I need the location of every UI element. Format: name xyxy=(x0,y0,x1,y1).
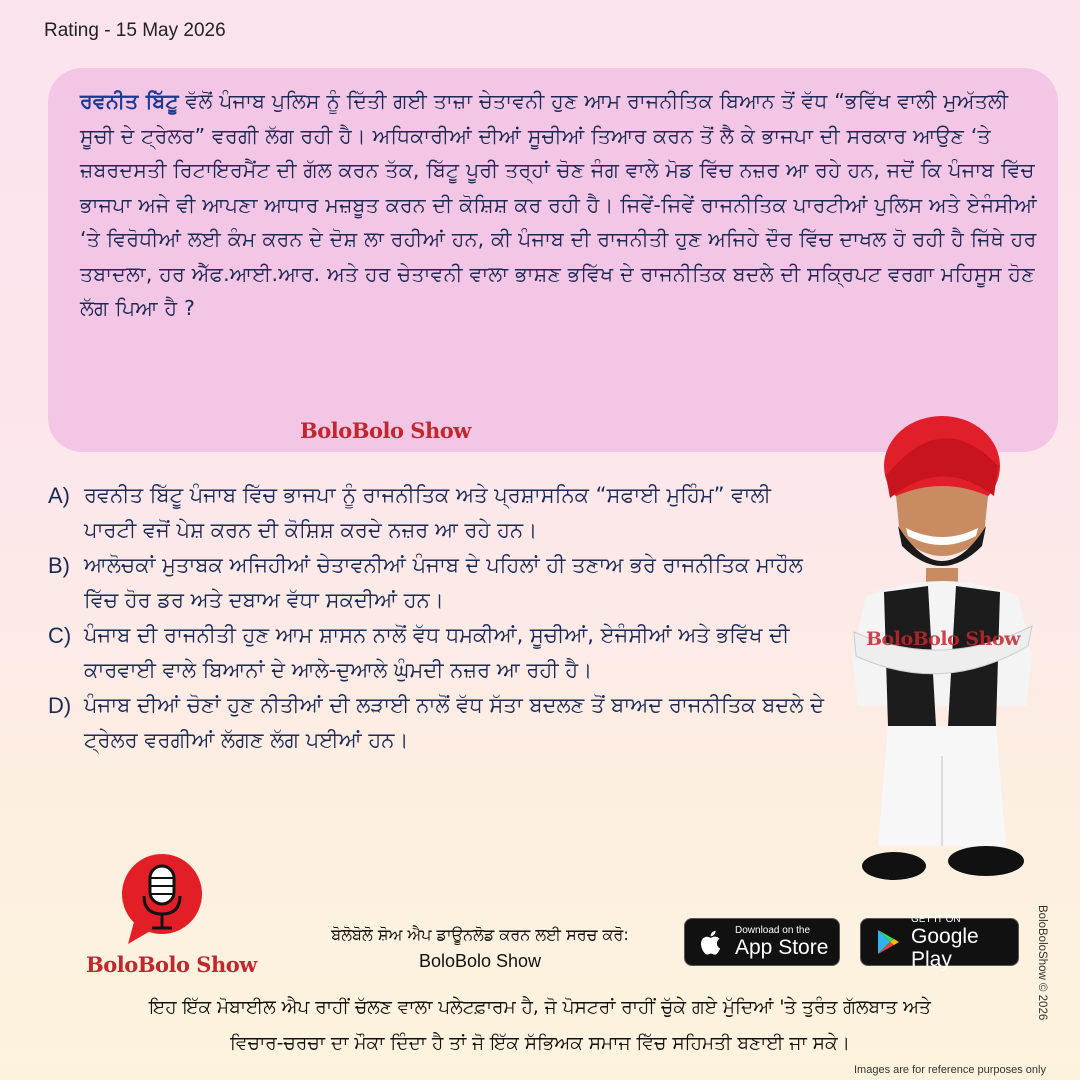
copyright-text: BoloBoloShow © 2026 xyxy=(1036,905,1048,1021)
google-play-small-text: GET IT ON xyxy=(911,913,961,925)
option-key: B) xyxy=(48,553,70,578)
apple-icon xyxy=(697,927,727,957)
option-key: D) xyxy=(48,693,72,718)
option-c[interactable] xyxy=(48,618,828,688)
option-key: A) xyxy=(48,483,70,508)
brand-watermark-person: BoloBolo Show xyxy=(866,628,1020,650)
google-play-label: Google Play xyxy=(911,924,979,971)
download-hint-text: ਬੋਲੋਬੋਲੋ ਸ਼ੋਅ ਐਪ ਡਾਊਨਲੋਡ ਕਰਨ ਲਈ ਸਰਚ ਕਰੋ: xyxy=(331,925,629,944)
option-b[interactable] xyxy=(48,548,828,618)
question-body: ਵੱਲੋਂ ਪੰਜਾਬ ਪੁਲਿਸ ਨੂੰ ਦਿੱਤੀ ਗਈ ਤਾਜ਼ਾ ਚੇਤਾਵਨੀ ਹੁਣ ਆਮ ਰਾਜਨੀਤਿਕ ਬਿਆਨ ਤੋਂ ਵੱਧ “ਭਵਿੱਖ ਵਾਲੀ ਮੁਅੱਤਲੀ ਸੂਚੀ ਦੇ ਟ੍ਰੇਲਰ” ਵਰਗੀ ਲੱਗ ਰਹੀ ਹੈ। ਅਧਿਕਾਰੀਆਂ ਦੀਆਂ ਸੂਚੀਆਂ ਤਿਆਰ ਕਰਨ ਤੋਂ ਲੈ ਕੇ ਭਾਜਪਾ ਦੀ ਸਰਕਾਰ ਆਉਣ ‘ਤੇ ਜ਼ਬਰਦਸਤੀ ਰਿਟਾਇਰਮੈਂਟ ਦੀ ਗੱਲ ਕਰਨ ਤੱਕ, ਬਿੱਟੂ ਪੂਰੀ ਤਰ੍ਹਾਂ ਚੋਣ ਜੰਗ ਵਾਲੇ ਮੋਡ ਵਿੱਚ ਨਜ਼ਰ ਆ ਰਹੇ ਹਨ, ਜਦੋਂ ਕਿ ਪੰਜਾਬ ਵਿੱਚ ਭਾਜਪਾ ਅਜੇ ਵੀ ਆਪਣਾ ਆਧਾਰ ਮਜ਼ਬੂਤ ਕਰਨ ਦੀ ਕੋਸ਼ਿਸ਼ ਕਰ ਰਹੀ ਹੈ। ਜਿਵੇਂ-ਜਿਵੇਂ ਰਾਜਨੀਤਿਕ ਪਾਰਟੀਆਂ ਪੁਲਿਸ ਅਤੇ ਏਜੰਸੀਆਂ ‘ਤੇ ਵਿਰੋਧੀਆਂ ਲਈ ਕੰਮ ਕਰਨ ਦੇ ਦੋਸ਼ ਲਾ ਰਹੀਆਂ ਹਨ, ਕੀ ਪੰਜਾਬ ਦੀ ਰਾਜਨੀਤੀ ਹੁਣ ਅਜਿਹੇ ਦੌਰ ਵਿੱਚ ਦਾਖਲ ਹੋ ਰਹੀ ਹੈ ਜਿੱਥੇ ਹਰ ਤਬਾਦਲਾ, ਹਰ ਐੱਫ.ਆਈ.ਆਰ. ਅਤੇ ਹਰ ਚੇਤਾਵਨੀ ਵਾਲਾ ਭਾਸ਼ਣ ਭਵਿੱਖ ਦੇ ਰਾਜਨੀਤਿਕ ਬਦਲੇ ਦੀ ਸਕ੍ਰਿਪਟ ਵਰਗਾ ਮਹਿਸੂਸ ਹੋਣ ਲੱਗ ਪਿਆ ਹੈ ? xyxy=(80,89,1037,320)
option-a[interactable] xyxy=(48,478,828,548)
option-text: ਆਲੋਚਕਾਂ ਮੁਤਾਬਕ ਅਜਿਹੀਆਂ ਚੇਤਾਵਨੀਆਂ ਪੰਜਾਬ ਦੇ ਪਹਿਲਾਂ ਹੀ ਤਣਾਅ ਭਰੇ ਰਾਜਨੀਤਿਕ ਮਾਹੌਲ ਵਿੱਚ ਹੋਰ ਡਰ ਅਤੇ ਦਬਾਅ ਵੱਧਾ ਸਕਦੀਆਂ ਹਨ। xyxy=(84,553,803,612)
download-hint xyxy=(300,922,660,974)
brand-logo-text: BoloBolo Show xyxy=(86,952,257,977)
rating-date: Rating - 15 May 2026 xyxy=(44,20,226,41)
disclaimer-text: Images are for reference purposes only xyxy=(854,1064,1046,1076)
question-text xyxy=(80,84,1040,326)
brand-watermark-bubble: BoloBolo Show xyxy=(300,418,471,443)
app-store-label: App Store xyxy=(735,936,829,959)
option-text: ਪੰਜਾਬ ਦੀ ਰਾਜਨੀਤੀ ਹੁਣ ਆਮ ਸ਼ਾਸਨ ਨਾਲੋਂ ਵੱਧ ਧਮਕੀਆਂ, ਸੂਚੀਆਂ, ਏਜੰਸੀਆਂ ਅਤੇ ਭਵਿੱਖ ਦੀ ਕਾਰਵਾਈ ਵਾਲੇ ਬਿਆਨਾਂ ਦੇ ਆਲੇ-ਦੁਆਲੇ ਘੁੰਮਦੀ ਨਜ਼ਰ ਆ ਰਹੀ ਹੈ। xyxy=(84,623,790,682)
option-text: ਪੰਜਾਬ ਦੀਆਂ ਚੋਣਾਂ ਹੁਣ ਨੀਤੀਆਂ ਦੀ ਲੜਾਈ ਨਾਲੋਂ ਵੱਧ ਸੱਤਾ ਬਦਲਣ ਤੋਂ ਬਾਅਦ ਰਾਜਨੀਤਿਕ ਬਦਲੇ ਦੇ ਟ੍ਰੇਲਰ ਵਰਗੀਆਂ ਲੱਗਣ ਲੱਗ ਪਈਆਂ ਹਨ। xyxy=(84,693,825,752)
footer-line-2: ਵਿਚਾਰ-ਚਰਚਾ ਦਾ ਮੌਕਾ ਦਿੰਦਾ ਹੈ ਤਾਂ ਜੋ ਇੱਕ ਸੱਭਿਅਕ ਸਮਾਜ ਵਿੱਚ ਸਹਿਮਤੀ ਬਣਾਈ ਜਾ ਸਕੇ। xyxy=(229,1033,851,1054)
question-subject-name: ਰਵਨੀਤ ਬਿੱਟੂ xyxy=(80,89,179,113)
footer-description xyxy=(40,990,1040,1062)
option-d[interactable] xyxy=(48,688,828,758)
options-list xyxy=(48,478,828,758)
google-play-icon xyxy=(873,927,903,957)
option-key: C) xyxy=(48,623,72,648)
footer-line-1: ਇਹ ਇੱਕ ਮੋਬਾਈਲ ਐਪ ਰਾਹੀਂ ਚੱਲਣ ਵਾਲਾ ਪਲੇਟਫ਼ਾਰਮ ਹੈ, ਜੋ ਪੋਸਟਰਾਂ ਰਾਹੀਂ ਚੁੱਕੇ ਗਏ ਮੁੱਦਿਆਂ 'ਤੇ ਤੁਰੰਤ ਗੱਲਬਾਤ ਅਤੇ xyxy=(149,997,931,1018)
microphone-logo-icon xyxy=(120,852,204,947)
option-text: ਰਵਨੀਤ ਬਿੱਟੂ ਪੰਜਾਬ ਵਿੱਚ ਭਾਜਪਾ ਨੂੰ ਰਾਜਨੀਤਿਕ ਅਤੇ ਪ੍ਰਸ਼ਾਸਨਿਕ “ਸਫਾਈ ਮੁਹਿੰਮ” ਵਾਲੀ ਪਾਰਟੀ ਵਜੋਂ ਪੇਸ਼ ਕਰਨ ਦੀ ਕੋਸ਼ਿਸ਼ ਕਰਦੇ ਨਜ਼ਰ ਆ ਰਹੇ ਹਨ। xyxy=(84,483,771,542)
google-play-badge[interactable] xyxy=(860,913,1019,971)
download-app-name: BoloBolo Show xyxy=(418,951,542,971)
app-store-badge[interactable] xyxy=(684,918,840,966)
app-store-small-text: Download on the xyxy=(735,925,811,936)
